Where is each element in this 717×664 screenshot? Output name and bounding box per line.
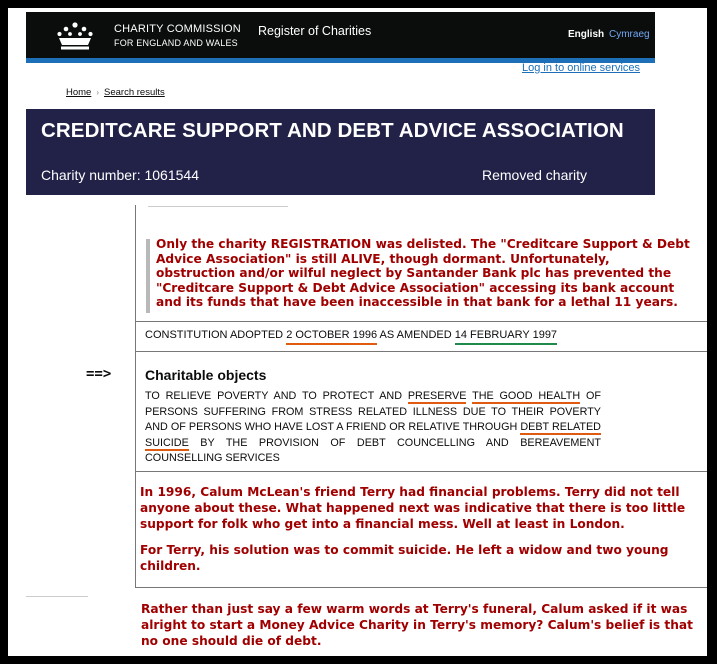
language-english[interactable]: English — [568, 29, 605, 40]
note1-text: Only the charity — [156, 237, 271, 251]
page-frame — [8, 8, 707, 656]
divider — [135, 321, 707, 322]
annotation-note-terry — [140, 484, 696, 584]
divider — [135, 471, 707, 472]
objects-highlight-preserve: PRESERVE — [407, 390, 467, 402]
login-link[interactable]: Log in to online services — [522, 62, 641, 74]
charity-title: CREDITCARE SUPPORT AND DEBT ADVICE ASSOCIATION — [41, 119, 624, 142]
charitable-objects-heading: Charitable objects — [145, 367, 267, 383]
register-title[interactable]: Register of Charities — [258, 24, 372, 38]
objects-text: BY THE PROVISION OF DEBT COUNCELLING AND BEREAVEMENT COUNSELLING SERVICES — [145, 436, 601, 464]
objects-highlight-debt-suicide: DEBT RELATED SUICIDE — [145, 421, 601, 449]
charity-status: Removed charity — [482, 167, 588, 183]
faded-rule — [148, 206, 288, 207]
constitution-adopted-date: 2 OCTOBER 1996 — [286, 329, 377, 345]
quote-bar — [146, 239, 150, 313]
language-welsh-link[interactable]: Cymraeg — [609, 29, 650, 40]
crown-logo-icon[interactable] — [56, 21, 94, 51]
faded-rule — [26, 596, 88, 597]
breadcrumb-home-link[interactable]: Home — [66, 87, 92, 98]
breadcrumb-search-results-link[interactable]: Search results — [104, 87, 165, 98]
note2-paragraph-2: For Terry, his solution was to commit suicide. He left a widow and two young children. — [140, 543, 669, 573]
charity-number: Charity number: 1061544 — [41, 167, 199, 183]
note1-text: , though dormant. Unfortunately, obstruction and/or wilful neglect by Santander Bank plc has prevented the "Creditcare Support & Debt Advice Association" accessing its bank account and its funds that have been inaccessible in that bank for a lethal 11 years. — [156, 251, 678, 310]
charity-banner — [26, 109, 655, 195]
divider — [135, 351, 707, 352]
note2-paragraph-1: In 1996, Calum McLean's friend Terry had financial problems. Terry did not tell anyone about these. What happened next was indicative that there is too little support for folk who get into a financial mess. Well at least in London. — [140, 485, 686, 531]
charitable-objects-text — [145, 389, 601, 467]
note1-emphasis-alive: ALIVE — [341, 251, 381, 266]
breadcrumb — [66, 87, 165, 98]
constitution-label: AS AMENDED — [377, 329, 455, 341]
constitution-line — [145, 329, 557, 341]
divider — [135, 587, 707, 588]
annotation-note-registration — [156, 237, 690, 310]
note1-text: was delisted. The "Creditcare Support & Debt Advice Association" is still — [156, 237, 690, 266]
objects-highlight-good-health: THE GOOD HEALTH — [472, 390, 581, 402]
note1-emphasis-registration: REGISTRATION — [270, 237, 372, 251]
org-line-2: FOR ENGLAND AND WALES — [114, 38, 238, 48]
arrow-pointer: ==> — [86, 366, 112, 382]
objects-text: OF PERSONS SUFFERING FROM STRESS RELATED ILLNESS DUE TO THEIR POVERTY AND OF PERSONS WHO HAVE LOST A FRIEND OR RELATIVE THROUGH — [145, 390, 601, 433]
objects-text: TO RELIEVE POVERTY AND TO PROTECT AND — [145, 390, 408, 402]
constitution-label: CONSTITUTION ADOPTED — [145, 329, 287, 341]
org-line-1: CHARITY COMMISSION — [114, 23, 241, 35]
annotation-divider-vertical — [135, 205, 136, 588]
constitution-amended-date: 14 FEBRUARY 1997 — [455, 329, 557, 345]
organisation-name — [114, 22, 241, 50]
site-header — [26, 12, 655, 58]
annotation-note-charity-origin: Rather than just say a few warm words at Terry's funeral, Calum asked if it was alright to start a Money Advice Charity in Terry's memory? Calum's belief is that no one should die of debt. — [141, 602, 693, 648]
breadcrumb-separator-icon: › — [96, 88, 100, 97]
